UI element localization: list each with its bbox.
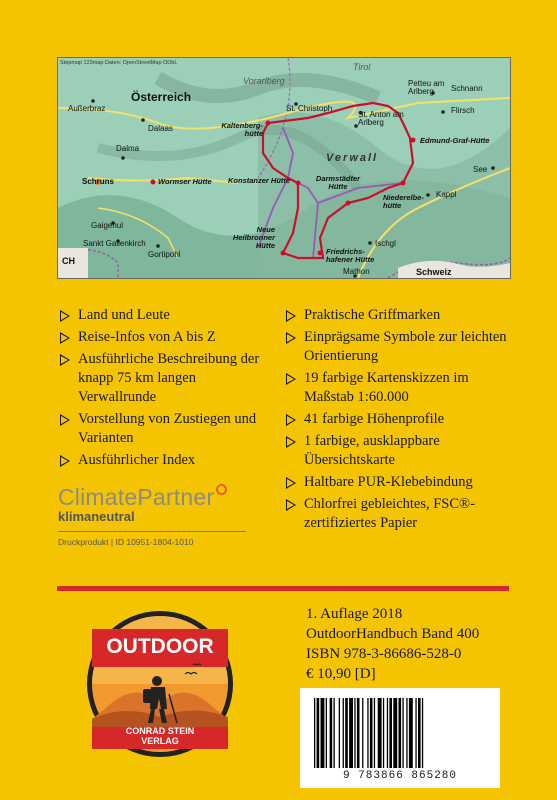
map-label-ischgl: Ischgl <box>375 239 396 248</box>
map-label-gortipohl: Gortipohl <box>148 250 181 259</box>
map-label-friedrichshafener: Friedrichs-hafener Hütte <box>326 247 375 264</box>
barcode-bar <box>343 698 344 768</box>
feature-item: Haltbare PUR-Klebebindung <box>284 473 509 492</box>
barcode-bar <box>326 698 327 768</box>
climate-partner-block <box>58 484 246 547</box>
barcode-bar <box>367 698 368 768</box>
barcode-bar <box>321 698 325 768</box>
badge-publisher <box>85 726 235 746</box>
climate-partner-name: ClimatePartner <box>58 484 215 510</box>
triangle-bullet-icon <box>286 436 296 448</box>
barcode-bar <box>374 698 375 768</box>
barcode-bar <box>402 698 403 768</box>
barcode-bar <box>409 698 413 768</box>
triangle-bullet-icon <box>286 499 296 511</box>
barcode-bar <box>415 698 416 768</box>
barcode-bar <box>334 698 335 768</box>
barcode-bar <box>418 698 421 768</box>
climate-divider <box>58 531 246 532</box>
triangle-bullet-icon <box>60 332 70 344</box>
barcode-bar <box>422 698 423 768</box>
map-label-niederelbe: Niederelbe-hütte <box>383 193 424 210</box>
map-label-oesterreich: Österreich <box>131 90 192 104</box>
barcode-bar <box>339 698 340 768</box>
feature-item: Reise-Infos von A bis Z <box>58 328 268 347</box>
map-credit: Stepmap 123map Daten: OpenStreetMap ODbL <box>60 60 178 66</box>
map-label-dalaas: Dalaas <box>148 124 173 133</box>
triangle-bullet-icon <box>286 477 296 489</box>
badge-publisher-line2: VERLAG <box>141 736 179 746</box>
map-label-mathon: Mathon <box>343 267 370 276</box>
map-label-edmund: Edmund-Graf-Hütte <box>420 136 490 145</box>
price: € 10,90 [D] <box>306 666 376 682</box>
triangle-bullet-icon <box>60 310 70 322</box>
map-label-darmstaedter: Darmstädter Hütte <box>315 174 361 191</box>
map-label-schruns: Schruns <box>82 177 115 186</box>
barcode-bar <box>345 698 348 768</box>
feature-item: Einprägsame Symbole zur leichten Orientierung <box>284 328 509 366</box>
barcode-bar <box>393 698 397 768</box>
map-label-dalma: Dalma <box>116 144 140 153</box>
triangle-bullet-icon <box>286 373 296 385</box>
feature-item: Land und Leute <box>58 306 268 325</box>
climate-neutral-label: klimaneutral <box>58 509 135 524</box>
barcode-bar <box>387 698 388 768</box>
barcode-bar <box>378 698 382 768</box>
red-divider <box>57 586 509 591</box>
barcode-bars <box>312 698 488 768</box>
barcode-digits: 9 783866 865280 <box>342 770 458 782</box>
feature-item: Praktische Griffmarken <box>284 306 509 325</box>
climate-dot-icon <box>216 484 227 495</box>
barcode-bar <box>349 698 353 768</box>
triangle-bullet-icon <box>60 354 70 366</box>
barcode-bar <box>317 698 320 768</box>
map-label-petteu: Petteu am Arlberg <box>408 79 445 96</box>
feature-item: Ausführlicher Index <box>58 451 268 470</box>
climate-partner-logo <box>58 484 246 511</box>
feature-item: 19 farbige Kartenskizzen im Maßstab 1:60.000 <box>284 369 509 407</box>
climate-id: Druckprodukt | ID 10951-1804-1010 <box>58 537 194 547</box>
barcode <box>300 688 500 788</box>
map-label-schnann: Schnann <box>451 84 483 93</box>
map-label-kappl: Kappl <box>436 190 457 199</box>
outdoor-badge <box>85 609 235 759</box>
map-label-stanton: St. Anton am Arlberg <box>358 110 404 127</box>
triangle-bullet-icon <box>286 310 296 322</box>
isbn: ISBN 978-3-86686-528-0 <box>306 646 462 662</box>
map-label-flirsch: Flirsch <box>451 106 475 115</box>
map-label-heilbronner: Neue Heilbronner Hütte <box>232 225 275 250</box>
map-label-stgallenkirch: Sankt Gallenkirch <box>83 239 146 248</box>
map-label-see: See <box>473 165 488 174</box>
series: OutdoorHandbuch Band 400 <box>306 626 480 642</box>
features-right <box>284 306 509 536</box>
map-label-tirol: Tirol <box>353 62 371 72</box>
triangle-bullet-icon <box>60 414 70 426</box>
barcode-bar <box>406 698 407 768</box>
badge-publisher-line1: CONRAD STEIN <box>125 726 195 736</box>
edition: 1. Auflage 2018 <box>306 606 403 622</box>
feature-item: 41 farbige Höhenprofile <box>284 410 509 429</box>
barcode-bar <box>399 698 402 768</box>
barcode-bar <box>330 698 333 768</box>
feature-item: Chlorfrei gebleichtes, FSC®-zertifiziertes Papier <box>284 495 509 533</box>
barcode-bar <box>357 698 360 768</box>
barcode-bar <box>354 698 355 768</box>
badge-title: OUTDOOR <box>106 635 214 658</box>
barcode-bar <box>362 698 363 768</box>
map-label-ausserbraz: Außerbraz <box>68 104 106 113</box>
feature-item: 1 farbige, ausklappbare Übersichtskarte <box>284 432 509 470</box>
map-label-wormser: Wormser Hütte <box>158 177 212 186</box>
map-label-verwall: Verwall <box>326 152 379 164</box>
feature-item: Ausführliche Beschreibung der knapp 75 km langen Verwallrunde <box>58 350 268 407</box>
map-label-stchristoph: St. Christoph <box>286 104 333 113</box>
barcode-bar <box>383 698 384 768</box>
map-label-schweiz: Schweiz <box>416 267 452 277</box>
triangle-bullet-icon <box>286 414 296 426</box>
map-label-konstanzer: Konstanzer Hütte <box>228 176 291 185</box>
book-info <box>306 604 479 684</box>
triangle-bullet-icon <box>60 455 70 467</box>
barcode-bar <box>389 698 392 768</box>
map-label-ch: CH <box>62 256 75 266</box>
overview-map <box>57 57 511 279</box>
barcode-bar <box>314 698 315 768</box>
triangle-bullet-icon <box>286 332 296 344</box>
map-label-gaigenul: Gaigenul <box>91 221 124 230</box>
features-left <box>58 306 268 473</box>
map-label-vorarlberg: Vorarlberg <box>243 76 285 86</box>
barcode-bar <box>370 698 373 768</box>
map-label-kaltenberg: Kaltenberg-hütte <box>221 121 263 138</box>
feature-item: Vorstellung von Zustiegen und Varianten <box>58 410 268 448</box>
